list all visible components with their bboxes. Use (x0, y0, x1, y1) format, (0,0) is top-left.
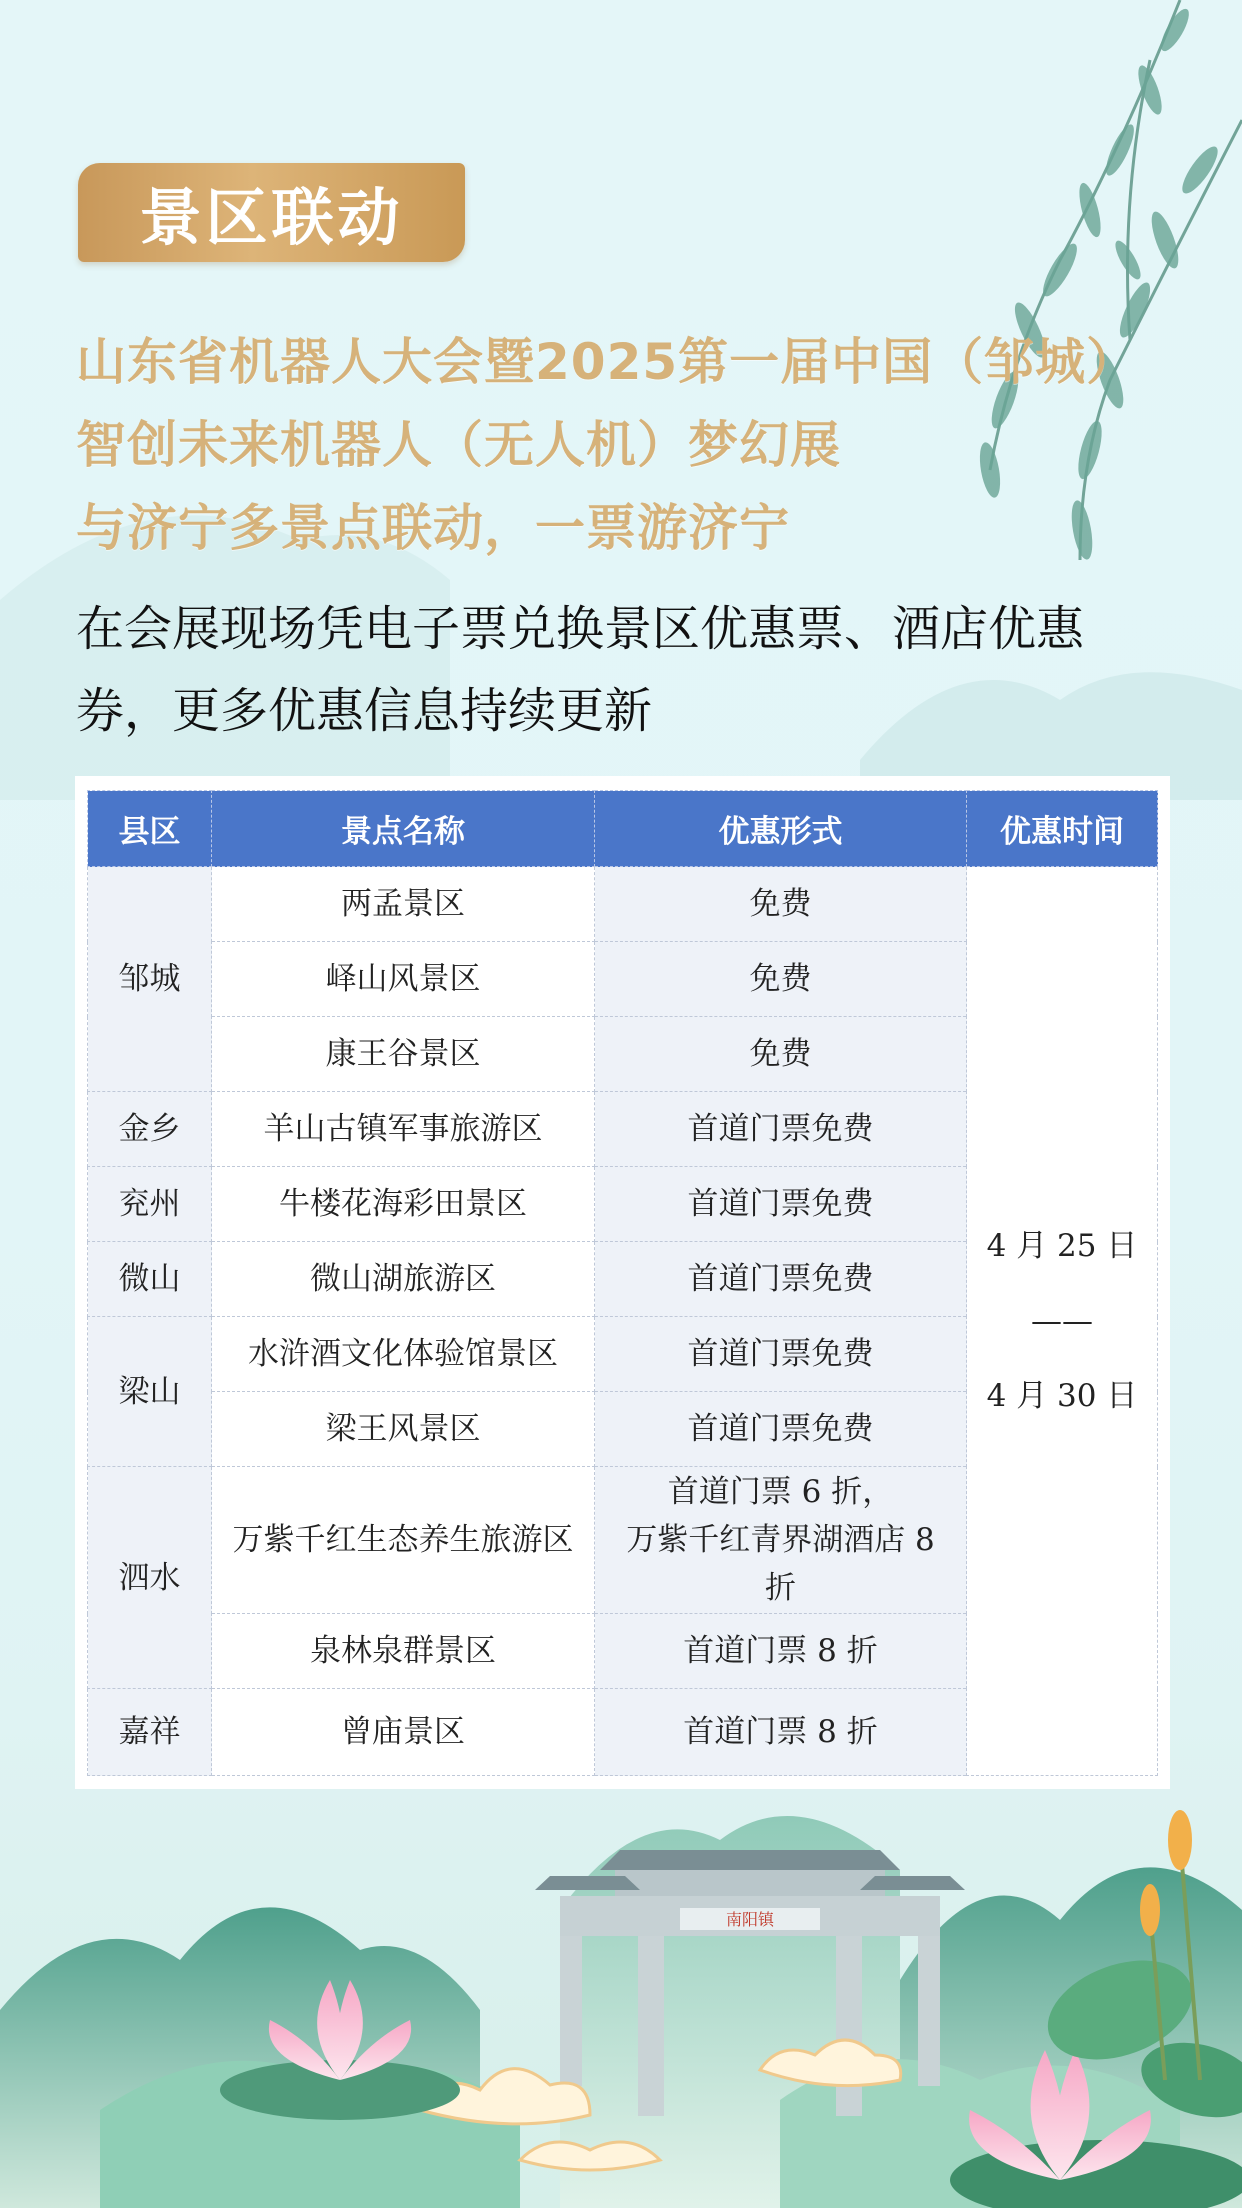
willow-branch-icon (990, 0, 1242, 560)
gate-plaque: 南阳镇 (725, 1910, 775, 1929)
deal-cell: 免费 (595, 942, 967, 1017)
deal-cell: 免费 (595, 867, 967, 942)
header-time: 优惠时间 (967, 791, 1158, 867)
deal-line-1: 首道门票 6 折， (667, 1474, 894, 1510)
header-county: 县区 (88, 791, 212, 867)
intro-line-1: 在会展现场凭电子票兑换景区优惠票、酒店优惠 (76, 601, 1085, 657)
deal-line-3: 折 (765, 1570, 796, 1606)
time-dash: —— (1031, 1302, 1093, 1339)
spot-cell: 曾庙景区 (212, 1689, 595, 1776)
intro-line-2: 券，更多优惠信息持续更新 (76, 683, 653, 739)
spot-cell: 梁王风景区 (212, 1392, 595, 1467)
county-cell: 金乡 (88, 1092, 212, 1167)
deal-cell: 首道门票免费 (595, 1242, 967, 1317)
willow-leaves-icon (976, 5, 1223, 561)
intro-text (76, 588, 1176, 752)
county-cell: 梁山 (88, 1317, 212, 1467)
county-cell: 泗水 (88, 1467, 212, 1689)
table-row (88, 867, 1158, 942)
time-cell (967, 867, 1158, 1776)
headline-line-3: 与济宁多景点联动，一票游济宁 (76, 499, 790, 557)
county-cell: 微山 (88, 1242, 212, 1317)
header-spot: 景点名称 (212, 791, 595, 867)
time-start: 4 月 25 日 (986, 1227, 1138, 1264)
deal-cell: 首道门票免费 (595, 1092, 967, 1167)
table-header-row (88, 791, 1158, 867)
spot-cell: 微山湖旅游区 (212, 1242, 595, 1317)
deal-line-2: 万紫千红青界湖酒店 8 (626, 1522, 935, 1558)
spot-cell: 泉林泉群景区 (212, 1614, 595, 1689)
deal-cell (595, 1467, 967, 1614)
spot-cell: 峄山风景区 (212, 942, 595, 1017)
deal-cell: 首道门票免费 (595, 1392, 967, 1467)
spot-cell: 万紫千红生态养生旅游区 (212, 1467, 595, 1614)
section-badge: 景区联动 (78, 163, 465, 262)
deal-cell: 首道门票免费 (595, 1317, 967, 1392)
deal-cell: 首道门票免费 (595, 1167, 967, 1242)
landscape-illustration (0, 1780, 1242, 2208)
spot-cell: 羊山古镇军事旅游区 (212, 1092, 595, 1167)
county-cell: 嘉祥 (88, 1689, 212, 1776)
spot-cell: 两孟景区 (212, 867, 595, 942)
discount-table-card (75, 776, 1170, 1789)
time-end: 4 月 30 日 (986, 1377, 1138, 1414)
headline-line-1: 山东省机器人大会暨2025第一届中国（邹城） (76, 333, 1138, 391)
county-cell: 邹城 (88, 867, 212, 1092)
deal-cell: 免费 (595, 1017, 967, 1092)
header-deal: 优惠形式 (595, 791, 967, 867)
deal-cell: 首道门票 8 折 (595, 1614, 967, 1689)
spot-cell: 牛楼花海彩田景区 (212, 1167, 595, 1242)
spot-cell: 康王谷景区 (212, 1017, 595, 1092)
spot-cell: 水浒酒文化体验馆景区 (212, 1317, 595, 1392)
deal-cell: 首道门票 8 折 (595, 1689, 967, 1776)
discount-table (87, 790, 1158, 1776)
headline-line-2: 智创未来机器人（无人机）梦幻展 (76, 416, 841, 474)
county-cell: 兖州 (88, 1167, 212, 1242)
